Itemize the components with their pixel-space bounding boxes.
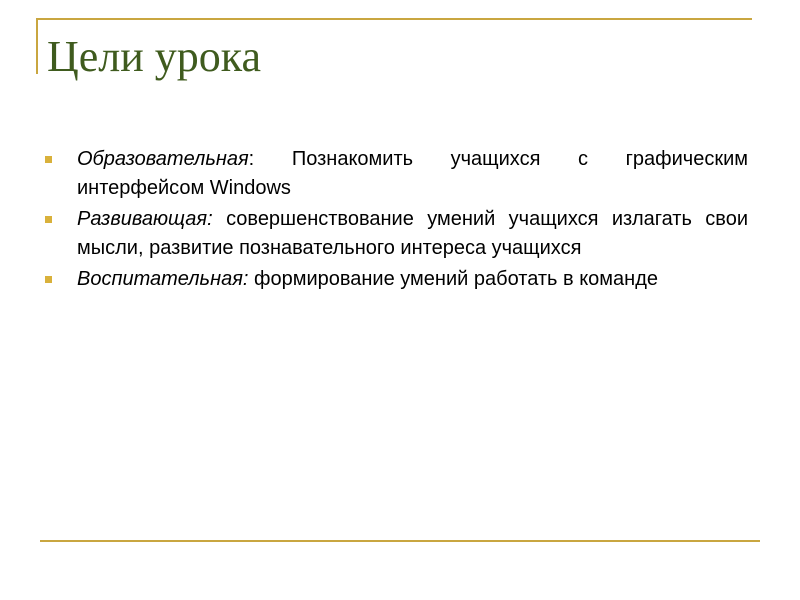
top-vertical-rule xyxy=(36,18,38,74)
square-bullet-icon xyxy=(45,156,52,163)
objective-term: Развивающая: xyxy=(77,208,213,230)
objective-upbringing xyxy=(40,265,748,294)
bottom-rule xyxy=(40,540,760,542)
square-bullet-icon xyxy=(45,216,52,223)
objective-term: Образовательная xyxy=(77,148,249,170)
objective-term: Воспитательная: xyxy=(77,268,249,290)
slide-title: Цели урока xyxy=(47,32,262,81)
objectives-list xyxy=(40,145,748,296)
objective-text: совершенствование умений учащихся излагать свои мысли, развитие познавательного интереса учащихся xyxy=(77,208,748,259)
objective-educational xyxy=(40,145,748,203)
objective-text: формирование умений работать в команде xyxy=(248,268,659,290)
objective-separator: : xyxy=(248,148,255,170)
square-bullet-icon xyxy=(45,276,52,283)
objective-text: Познакомить учащихся с графическим интерфейсом Windows xyxy=(77,148,748,199)
objective-developmental xyxy=(40,205,748,263)
top-horizontal-rule xyxy=(36,18,752,20)
